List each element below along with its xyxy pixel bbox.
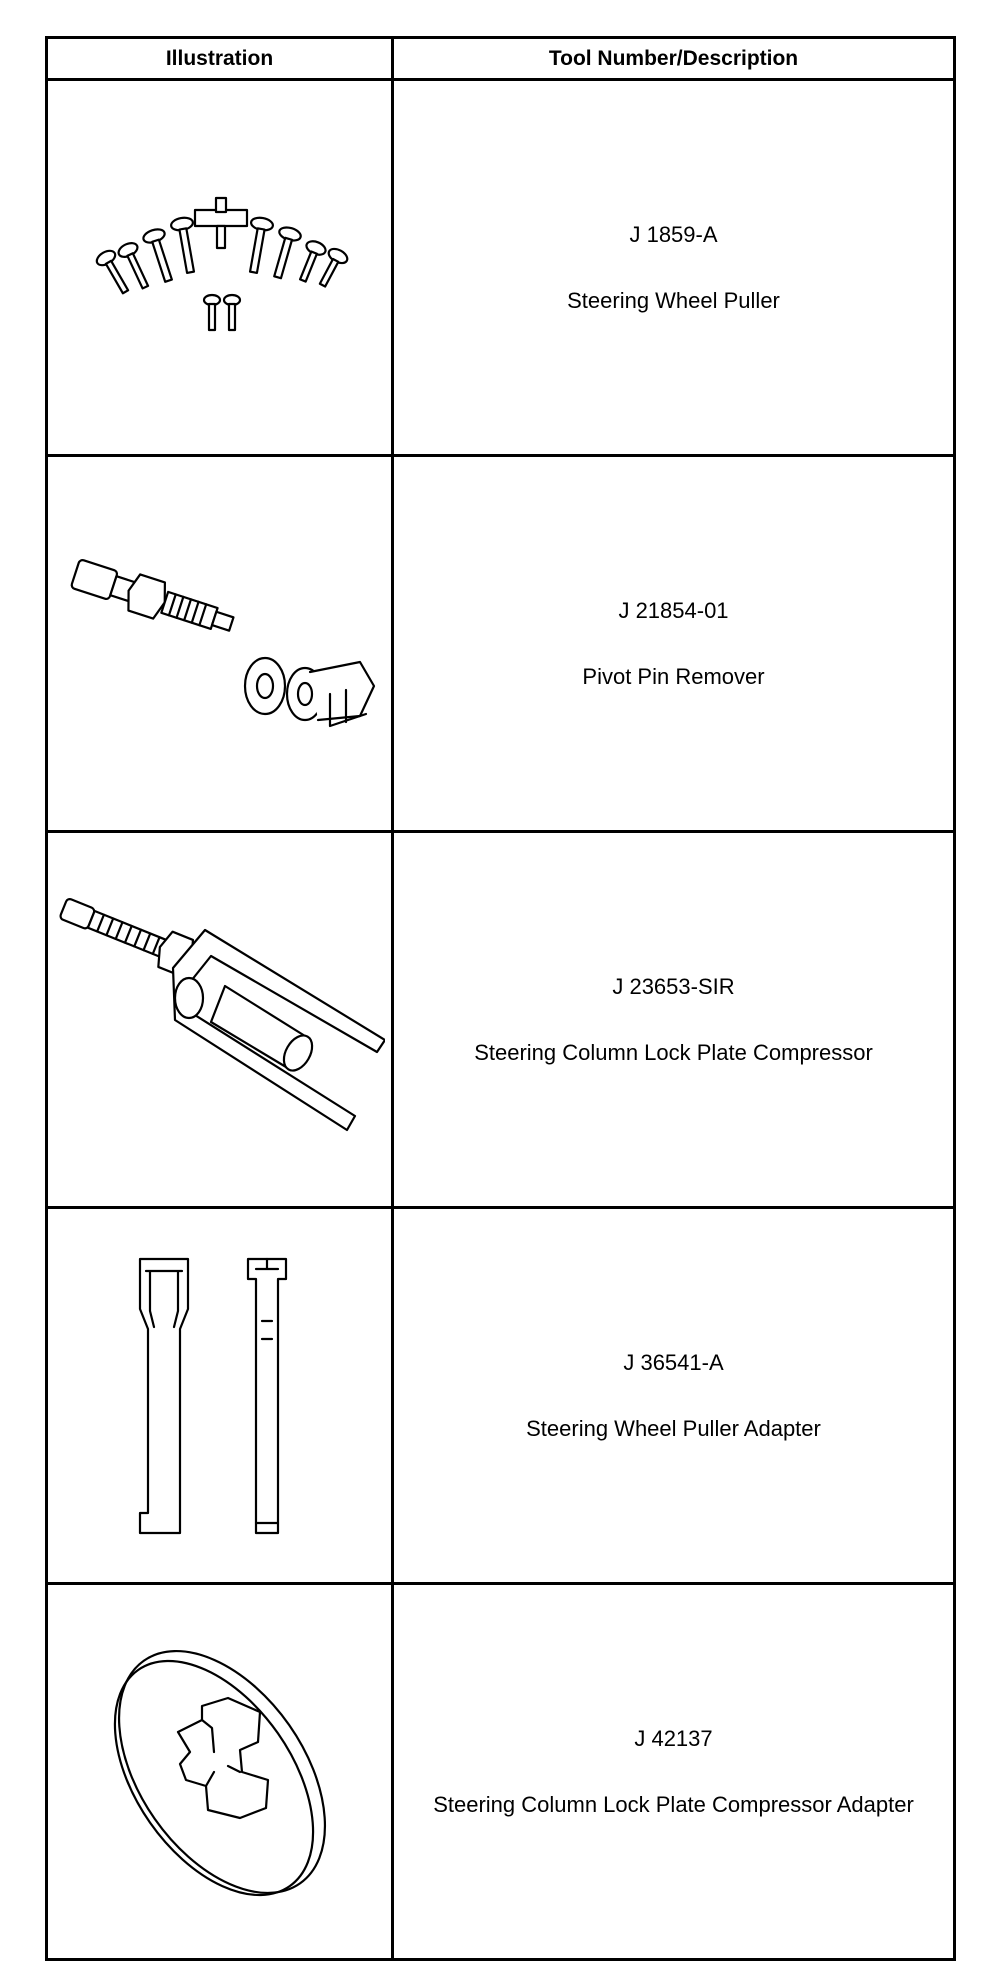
description-cell [393,80,955,456]
compressor-adapter-icon [90,1622,350,1922]
table-header-row [47,38,955,80]
tool-number: J 23653-SIR [612,973,735,999]
illustration-cell [47,832,393,1208]
pivot-pin-remover-icon [60,544,380,744]
tool-number: J 1859-A [629,221,718,247]
table-row [47,1584,955,1960]
header-illustration: Illustration [47,38,393,80]
tool-description: Steering Column Lock Plate Compressor [474,1039,873,1065]
description-cell [393,1208,955,1584]
lock-plate-compressor-icon [55,890,385,1150]
tool-description: Steering Wheel Puller Adapter [526,1415,821,1441]
table-row [47,1208,955,1584]
special-tools-table [45,36,956,1961]
tool-description: Steering Wheel Puller [567,287,780,313]
illustration-cell [47,1208,393,1584]
steering-wheel-puller-icon [70,188,370,348]
description-cell [393,1584,955,1960]
description-cell [393,456,955,832]
tool-number: J 36541-A [623,1349,724,1375]
illustration-cell [47,80,393,456]
tool-description: Pivot Pin Remover [582,663,765,689]
puller-adapter-icon [120,1251,320,1541]
header-tool-number-description: Tool Number/Description [393,38,955,80]
table-row [47,80,955,456]
tool-number: J 42137 [634,1725,713,1751]
illustration-cell [47,1584,393,1960]
tool-description: Steering Column Lock Plate Compressor Adapter [433,1791,914,1817]
table-row [47,832,955,1208]
illustration-cell [47,456,393,832]
table-row [47,456,955,832]
tool-number: J 21854-01 [618,597,729,623]
description-cell [393,832,955,1208]
